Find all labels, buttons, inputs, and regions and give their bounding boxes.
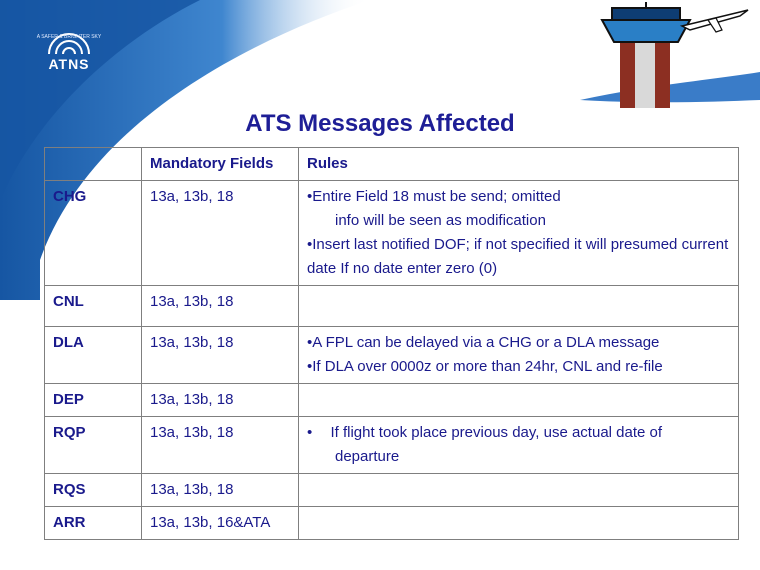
mandatory-fields: 13a, 13b, 18: [142, 384, 299, 417]
table-row: [45, 327, 739, 384]
rule-line: info will be seen as modification: [335, 212, 546, 229]
rules-cell: [299, 474, 739, 507]
table-row: [45, 181, 739, 286]
rule-line: departure: [335, 448, 400, 465]
rules-cell: [299, 286, 739, 327]
rules-cell: [299, 384, 739, 417]
rules-cell: [299, 181, 739, 286]
control-tower-icon: [590, 0, 760, 110]
rule-line: •Insert last notified DOF; if not specified it will presumed current date If no date enter zero (0): [307, 236, 729, 277]
rule-line: •A FPL can be delayed via a CHG or a DLA message: [307, 334, 660, 351]
table-row: [45, 286, 739, 327]
ats-messages-table: [44, 147, 739, 540]
rules-cell: [299, 327, 739, 384]
table-row: [45, 417, 739, 474]
table-header-row: [45, 148, 739, 181]
message-type: RQP: [45, 417, 142, 474]
rule-line: •If DLA over 0000z or more than 24hr, CNL and re-file: [307, 358, 663, 375]
message-type: CHG: [45, 181, 142, 286]
mandatory-fields: 13a, 13b, 18: [142, 417, 299, 474]
logo-arcs-icon: [34, 26, 104, 56]
mandatory-fields: 13a, 13b, 16&ATA: [142, 507, 299, 540]
table-row: [45, 474, 739, 507]
table-row: [45, 507, 739, 540]
logo-motto: A SAFER & BRIGHTER SKY: [36, 34, 102, 40]
header-rules: Rules: [299, 148, 739, 181]
mandatory-fields: 13a, 13b, 18: [142, 181, 299, 286]
rule-bullet: •: [307, 424, 313, 441]
rules-cell: [299, 417, 739, 474]
mandatory-fields: 13a, 13b, 18: [142, 327, 299, 384]
message-type: RQS: [45, 474, 142, 507]
table-row: [45, 384, 739, 417]
mandatory-fields: 13a, 13b, 18: [142, 286, 299, 327]
rule-line: If flight took place previous day, use actual date of: [330, 424, 663, 441]
header-mandatory-fields: Mandatory Fields: [142, 148, 299, 181]
airplane-icon: [682, 10, 748, 32]
rules-cell: [299, 507, 739, 540]
mandatory-fields: 13a, 13b, 18: [142, 474, 299, 507]
slide-title: ATS Messages Affected: [245, 110, 515, 137]
logo-text: ATNS: [48, 56, 90, 72]
message-type: DLA: [45, 327, 142, 384]
atns-logo: [34, 26, 104, 90]
message-type: ARR: [45, 507, 142, 540]
header-blank: [45, 148, 142, 181]
rule-line: •Entire Field 18 must be send; omitted: [307, 188, 561, 205]
message-type: DEP: [45, 384, 142, 417]
message-type: CNL: [45, 286, 142, 327]
